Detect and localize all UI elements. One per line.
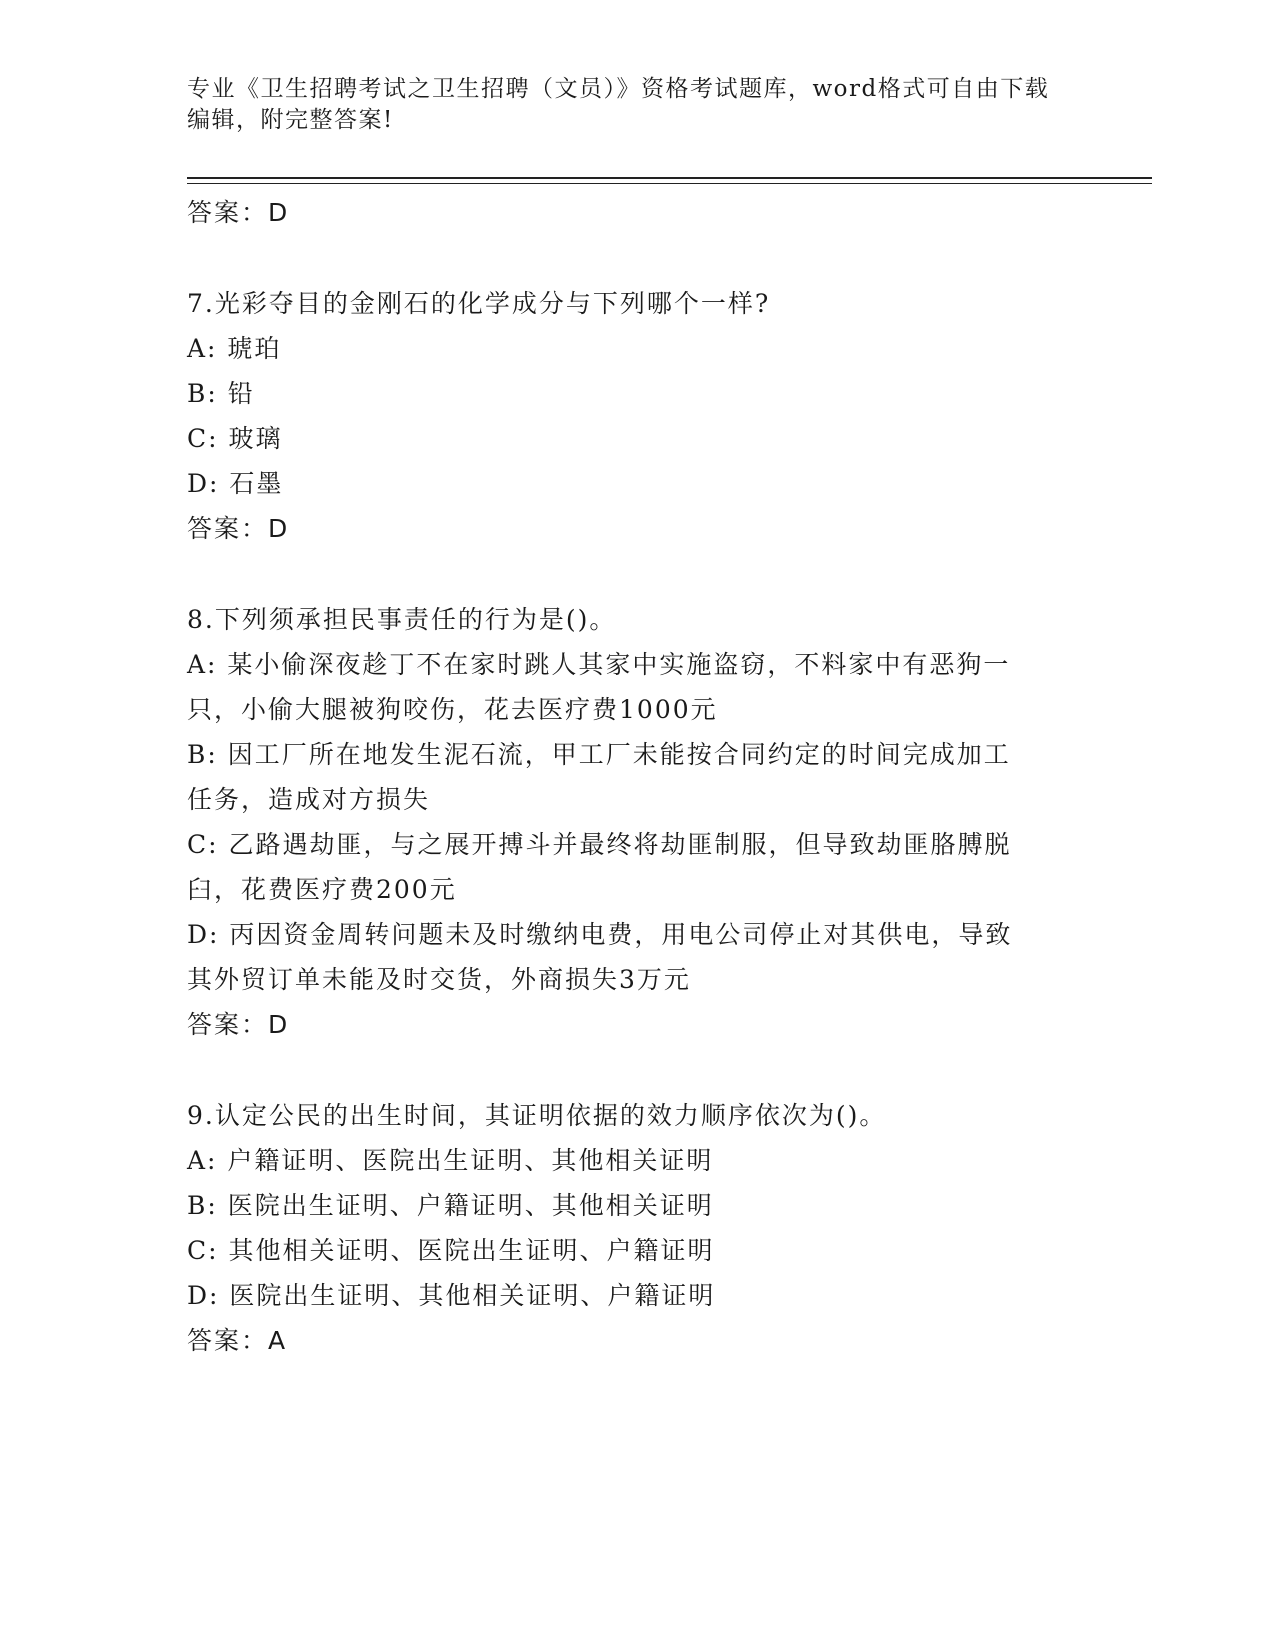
- question-8-option-d-line-2: 其外贸订单未能及时交货，外商损失3万元: [187, 965, 691, 994]
- question-7-option-c: C: 玻璃: [187, 424, 283, 453]
- question-7-option-a: A: 琥珀: [187, 334, 282, 363]
- question-9-option-a: A: 户籍证明、医院出生证明、其他相关证明: [187, 1146, 714, 1175]
- question-7: [187, 281, 1087, 551]
- question-8-stem: 8.下列须承担民事责任的行为是()。: [187, 605, 617, 634]
- header-line-1: 专业《卫生招聘考试之卫生招聘（文员）》资格考试题库，word格式可自由下载: [187, 76, 1050, 102]
- question-9: [187, 1093, 1087, 1363]
- spacer: [187, 1047, 1087, 1093]
- question-9-stem: 9.认定公民的出生时间，其证明依据的效力顺序依次为()。: [187, 1101, 887, 1130]
- question-8-option-c-line-2: 臼，花费医疗费200元: [187, 875, 457, 904]
- question-9-option-d: D: 医院出生证明、其他相关证明、户籍证明: [187, 1281, 716, 1310]
- question-8: [187, 597, 1087, 1047]
- answer-previous: 答案：D: [187, 198, 290, 227]
- question-8-option-a-line-2: 只，小偷大腿被狗咬伤，花去医疗费1000元: [187, 695, 718, 724]
- question-8-answer: 答案：D: [187, 1010, 290, 1039]
- question-8-option-b-line-1: B: 因工厂所在地发生泥石流，甲工厂未能按合同约定的时间完成加工: [187, 740, 1011, 769]
- header-line-2: 编辑，附完整答案!: [187, 107, 394, 133]
- spacer: [187, 235, 1087, 281]
- header-divider-thin: [187, 183, 1152, 184]
- question-8-option-b-line-2: 任务，造成对方损失: [187, 785, 431, 814]
- question-8-option-d-line-1: D: 丙因资金周转问题未及时缴纳电费，用电公司停止对其供电，导致: [187, 920, 1013, 949]
- question-9-option-b: B: 医院出生证明、户籍证明、其他相关证明: [187, 1191, 714, 1220]
- question-7-option-b: B: 铅: [187, 379, 255, 408]
- question-9-answer: 答案：A: [187, 1326, 288, 1355]
- question-8-option-a-line-1: A: 某小偷深夜趁丁不在家时跳人其家中实施盗窃，不料家中有恶狗一: [187, 650, 1011, 679]
- question-8-option-c-line-1: C: 乙路遇劫匪，与之展开搏斗并最终将劫匪制服，但导致劫匪胳膊脱: [187, 830, 1012, 859]
- question-7-option-d: D: 石墨: [187, 469, 284, 498]
- question-9-option-c: C: 其他相关证明、医院出生证明、户籍证明: [187, 1236, 715, 1265]
- question-7-answer: 答案：D: [187, 514, 290, 543]
- header-divider-thick: [187, 177, 1152, 179]
- document-header: [187, 74, 1067, 136]
- spacer: [187, 551, 1087, 597]
- question-list: [187, 190, 1087, 1363]
- question-7-stem: 7.光彩夺目的金刚石的化学成分与下列哪个一样?: [187, 289, 771, 318]
